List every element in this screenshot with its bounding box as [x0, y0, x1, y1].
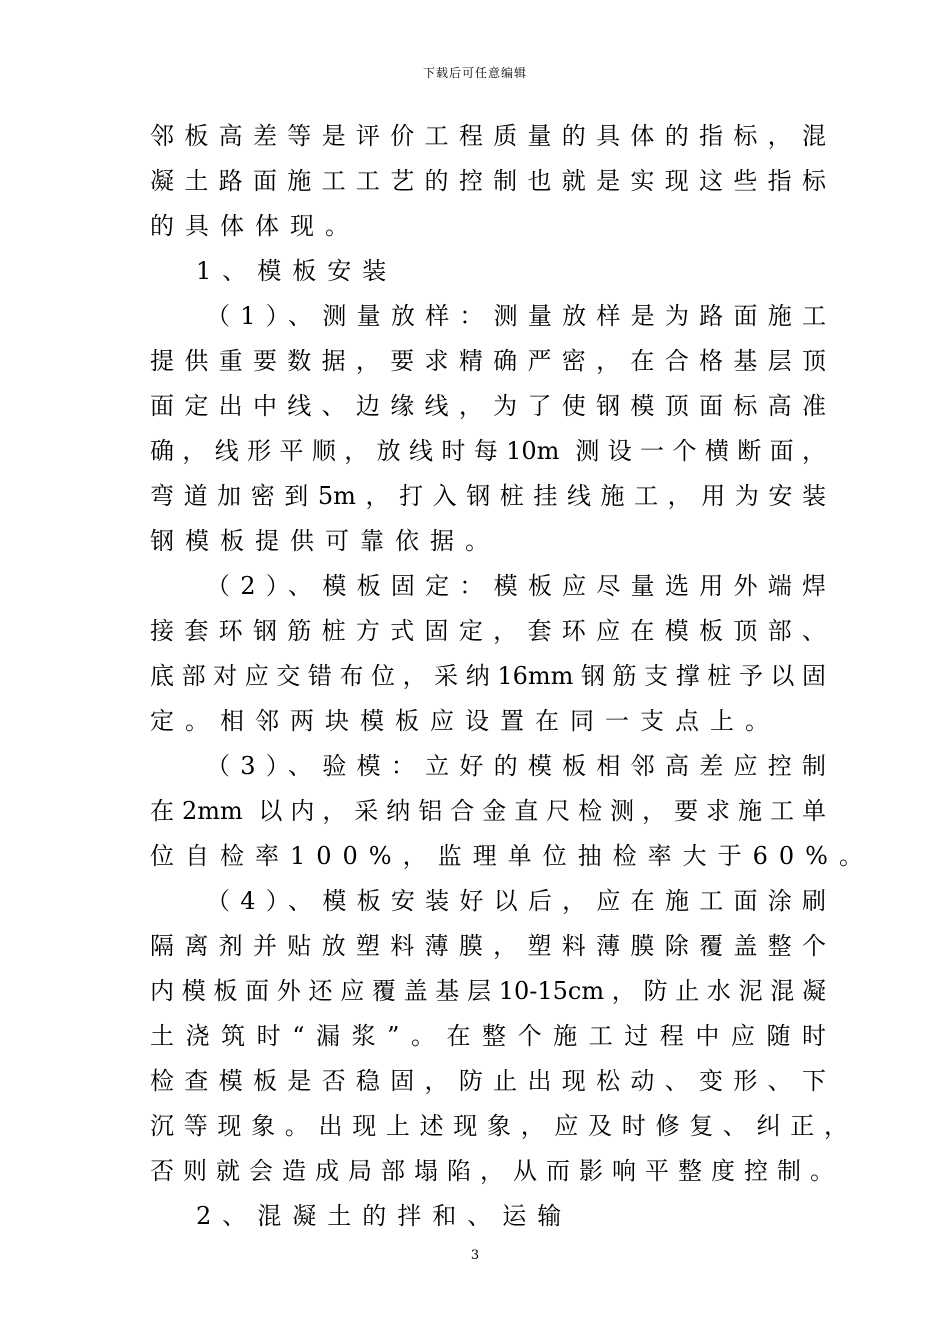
text-line: 检查模板是否稳固，防止出现松动、变形、下	[150, 1067, 826, 1095]
text-line: （3）、验模：立好的模板相邻高差应控制	[206, 752, 826, 780]
section-heading: 2、混凝土的拌和、运输	[196, 1202, 573, 1230]
text-line: 在2mm 以内，采纳铝合金直尺检测，要求施工单	[150, 797, 826, 825]
text-line: 接套环钢筋桩方式固定，套环应在模板顶部、	[150, 617, 826, 645]
text-line: 隔离剂并贴放塑料薄膜，塑料薄膜除覆盖整个	[150, 932, 826, 960]
text-line: 弯道加密到5m，打入钢桩挂线施工，用为安装	[150, 482, 826, 510]
page-header: 下载后可任意编辑	[422, 66, 527, 80]
text-line: 钢模板提供可靠依据。	[150, 527, 500, 555]
text-line: 底部对应交错布位，采纳16mm钢筋支撑桩予以固	[150, 662, 826, 690]
section-heading: 1、模板安装	[196, 257, 398, 285]
text-line: 的具体体现。	[150, 212, 360, 240]
text-line: 否则就会造成局部塌陷，从而影响平整度控制。	[150, 1157, 834, 1185]
text-line: 定。相邻两块模板应设置在同一支点上。	[150, 707, 780, 735]
page-number: 3	[470, 1248, 480, 1263]
text-line: 确，线形平顺，放线时每10m 测设一个横断面，	[150, 437, 826, 465]
text-line: 土浇筑时“漏浆”。在整个施工过程中应随时	[150, 1022, 826, 1050]
text-line: 面定出中线、边缘线，为了使钢模顶面标高准	[150, 392, 826, 420]
text-line: 邻板高差等是评价工程质量的具体的指标，混	[150, 122, 826, 150]
text-line: （2）、模板固定：模板应尽量选用外端焊	[206, 572, 826, 600]
text-line: （4）、模板安装好以后，应在施工面涂刷	[206, 887, 826, 915]
text-line: 位自检率100%，监理单位抽检率大于60%。	[150, 842, 874, 870]
text-line: 内模板面外还应覆盖基层10-15cm，防止水泥混凝	[150, 977, 826, 1005]
text-line: （1）、测量放样：测量放样是为路面施工	[206, 302, 826, 330]
text-line: 凝土路面施工工艺的控制也就是实现这些指标	[150, 167, 826, 195]
text-line: 提供重要数据，要求精确严密，在合格基层顶	[150, 347, 826, 375]
text-line: 沉等现象。出现上述现象，应及时修复、纠正，	[150, 1112, 848, 1140]
